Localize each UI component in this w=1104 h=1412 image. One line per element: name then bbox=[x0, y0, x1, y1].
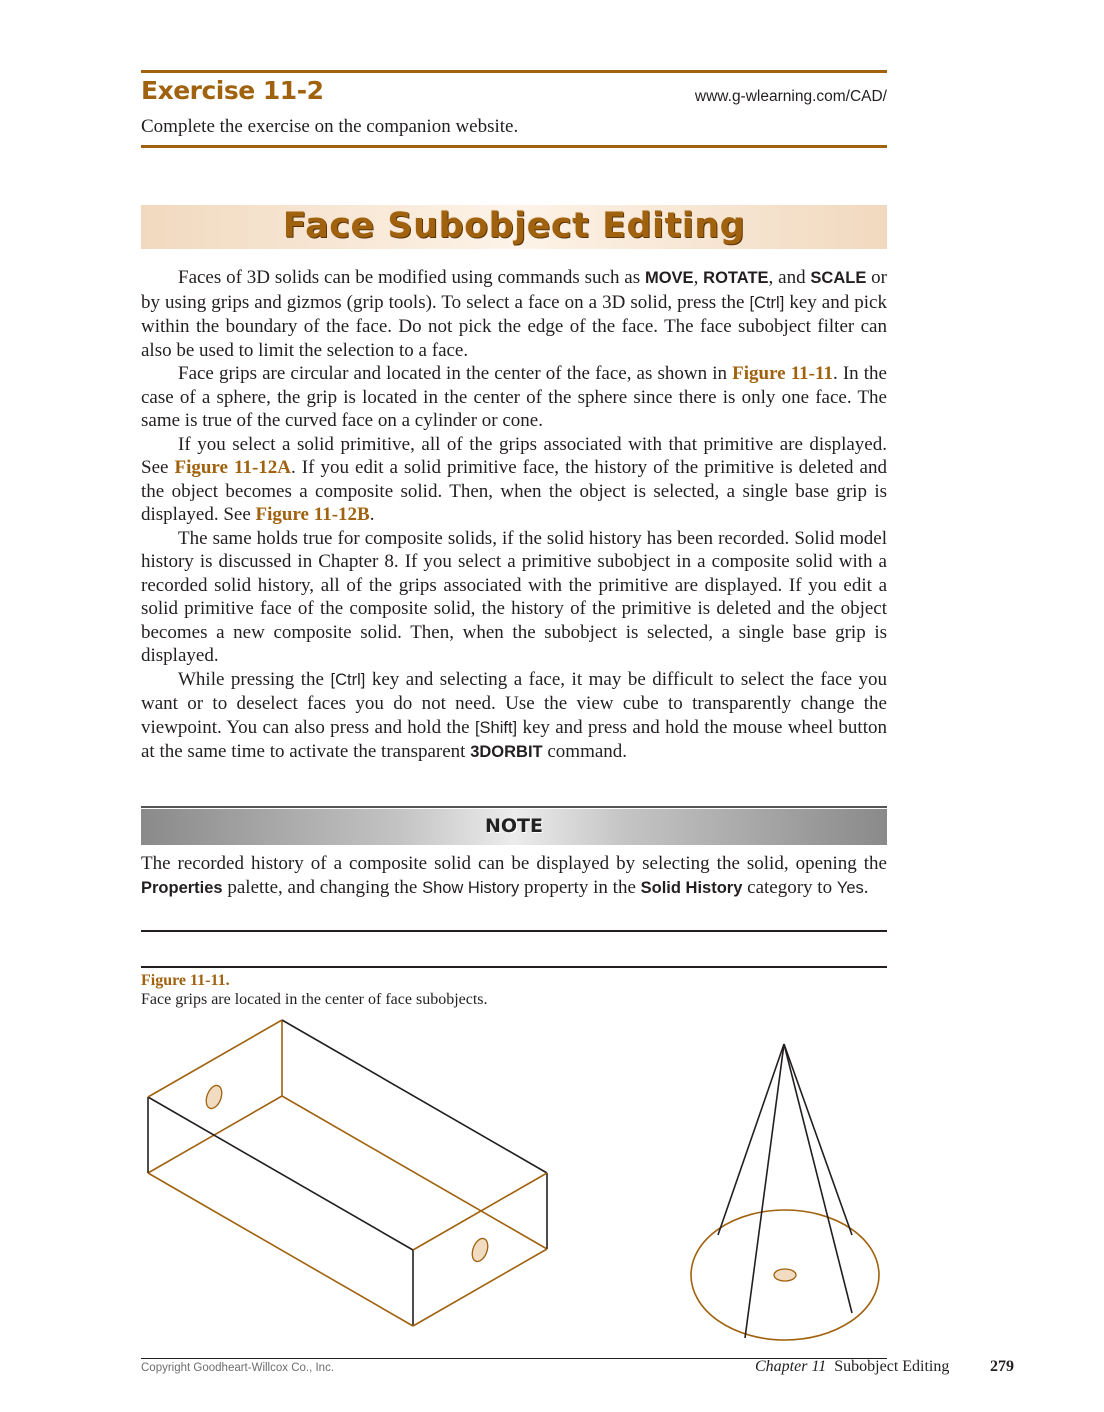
paragraph-1: Faces of 3D solids can be modified using commands such as MOVE, ROTATE, and SCALE or by using grips and gizmos (grip tools). To select a face on a 3D solid, press the [Ctrl] key and pick within the boundary of the face. Do not pick the edge of the face. The face subobject filter can also be used to limit the selection to a face. bbox=[141, 267, 888, 361]
face-grip-front bbox=[469, 1236, 490, 1263]
properties-term: Properties bbox=[141, 878, 223, 897]
exercise-url[interactable]: www.g-wlearning.com/CAD/ bbox=[694, 88, 887, 105]
box-solid bbox=[148, 1020, 547, 1326]
paragraph-5: While pressing the [Ctrl] key and selecting a face, it may be difficult to select the face you want or to deselect faces you do not need. Use the view cube to transparently change the viewpoint. You can also press and hold the [Shift] key and press and hold the mouse wheel button at the same time to activate the transparent 3DORBIT command. bbox=[141, 668, 888, 762]
key-ctrl: [Ctrl] bbox=[330, 670, 366, 689]
paragraph-2: Face grips are circular and located in the center of the face, as shown in Figure 11-11. In the case of a sphere, the grip is located in the center of the sphere since there is only one face. The same is true of the curved face on a cylinder or cone. bbox=[141, 363, 887, 431]
command-rotate: ROTATE bbox=[703, 269, 769, 287]
command-scale: SCALE bbox=[810, 269, 867, 287]
paragraph-3: If you select a solid primitive, all of the grips associated with that primitive are displayed. See Figure 11-12A. If you edit a solid primitive face, the history of the primitive is deleted and the object becomes a composite solid. Then, when the object is selected, a single base grip is displayed. See Figure 11-12B. bbox=[141, 433, 887, 525]
exercise-description: Complete the exercise on the companion website. bbox=[141, 116, 519, 137]
command-move: MOVE bbox=[644, 269, 694, 287]
footer-chapter-number: Chapter 11 bbox=[755, 1358, 827, 1375]
solid-history-term: Solid History bbox=[640, 878, 743, 897]
note-label: NOTE bbox=[485, 815, 543, 837]
box-visible-edges bbox=[148, 1020, 547, 1326]
yes-term: Yes bbox=[836, 878, 864, 897]
paragraph-4: The same holds true for composite solids, if the solid history has been recorded. Solid model history is discussed in Chapter 8. If you select a primitive subobject in a composite solid with a recorded solid history, all of the grips associated with the primitive are displayed. If you edit a solid primitive face of the composite solid, the history of the primitive is deleted and the object becomes a new composite solid. Then, when the subobject is selected, a single base grip is displayed. bbox=[141, 527, 887, 666]
box-highlighted-faces bbox=[148, 1020, 547, 1326]
figure-ref-11-11[interactable]: Figure 11-11 bbox=[732, 363, 833, 384]
footer-copyright: Copyright Goodheart-Willcox Co., Inc. bbox=[141, 1362, 335, 1374]
page-number: 279 bbox=[990, 1358, 1014, 1375]
figure-ref-11-12a[interactable]: Figure 11-12A bbox=[174, 457, 291, 478]
cone-edges bbox=[718, 1044, 852, 1338]
cone-solid bbox=[691, 1044, 879, 1340]
figure-ref-11-12b[interactable]: Figure 11-12B bbox=[255, 504, 370, 525]
show-history-term: Show History bbox=[422, 878, 520, 897]
figure-caption: Face grips are located in the center of face subobjects. bbox=[141, 991, 488, 1008]
key-ctrl: [Ctrl] bbox=[749, 293, 785, 312]
footer-chapter bbox=[755, 1358, 949, 1376]
exercise-title: Exercise 11-2 bbox=[141, 76, 324, 105]
face-grip-cone-base bbox=[774, 1269, 796, 1281]
face-grip-top bbox=[203, 1083, 224, 1110]
key-shift: [Shift] bbox=[474, 718, 518, 737]
box-hidden-edges bbox=[148, 1020, 547, 1249]
command-3dorbit: 3DORBIT bbox=[470, 743, 543, 761]
footer-chapter-title: Subobject Editing bbox=[834, 1358, 950, 1375]
figure-label: Figure 11-11. bbox=[141, 972, 230, 989]
note-text: The recorded history of a composite solid can be displayed by selecting the solid, opening the Properties palette, and changing the Show History property in the Solid History category to Yes. bbox=[141, 853, 887, 898]
section-title: Face Subobject Editing bbox=[282, 206, 746, 246]
